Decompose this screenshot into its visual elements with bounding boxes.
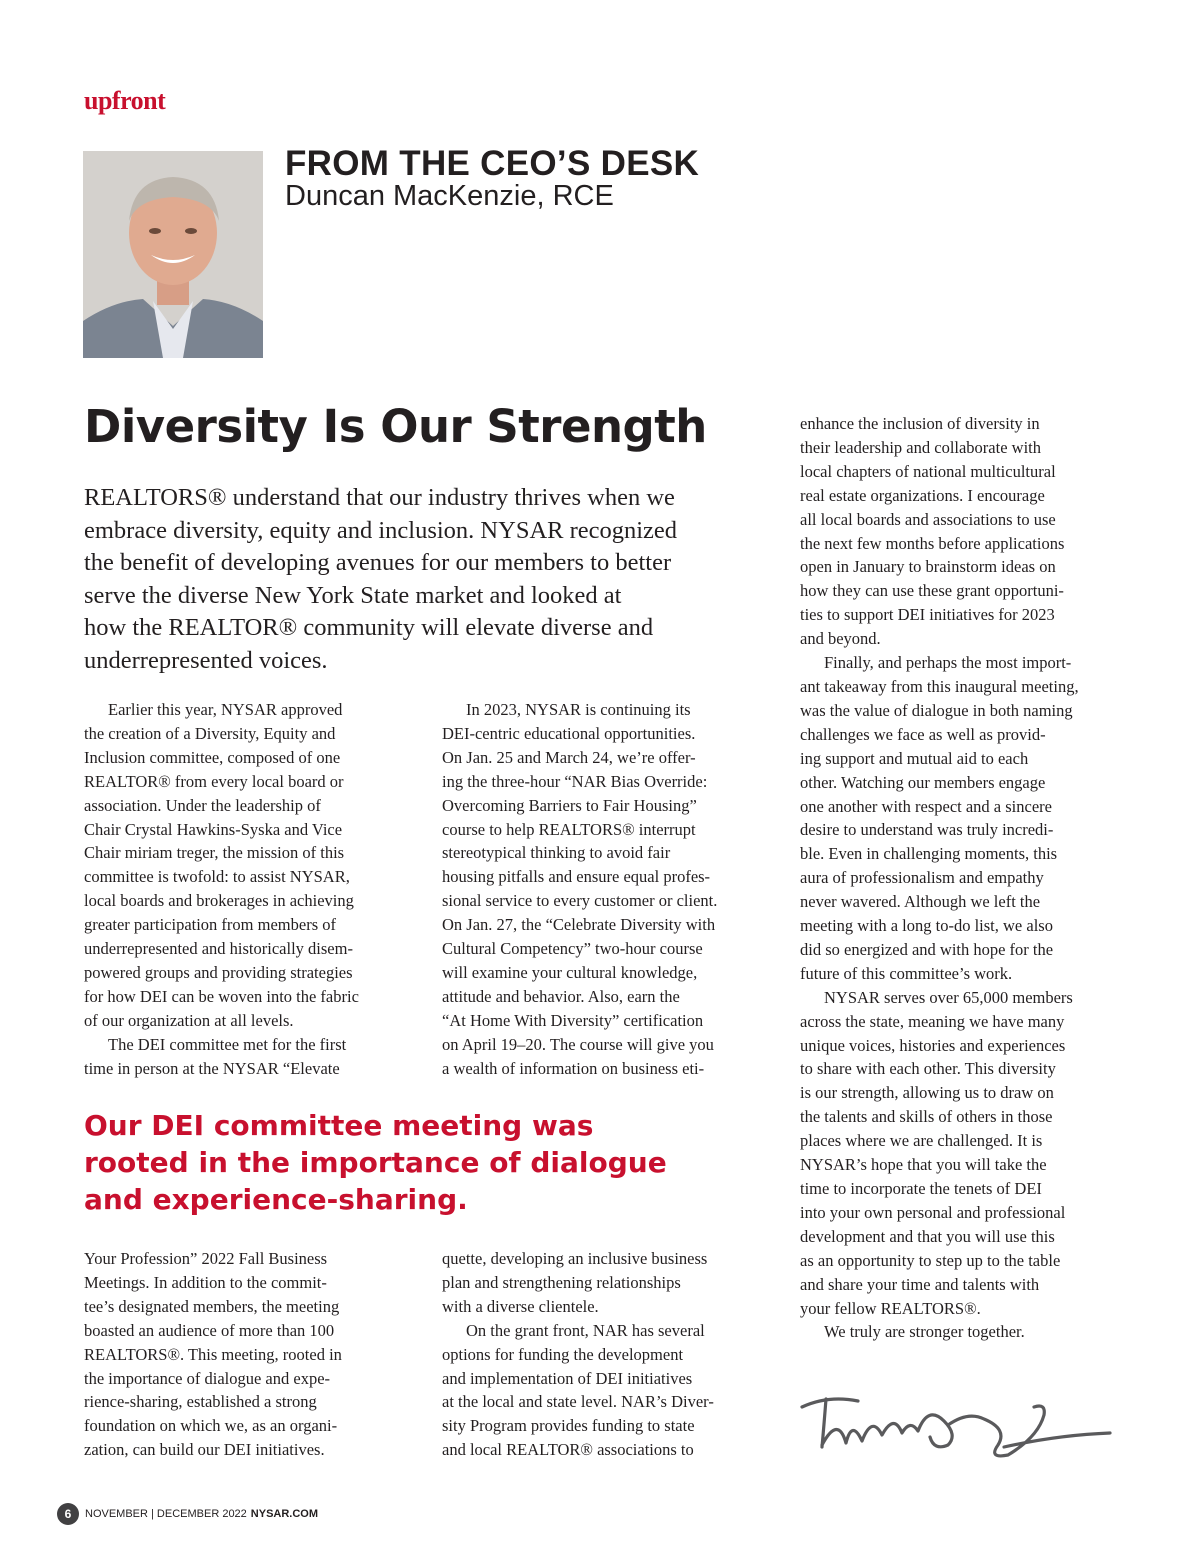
handwritten-signature <box>798 1385 1118 1475</box>
body-line: desire to understand was truly incredi- <box>800 820 1054 840</box>
body-line: and local REALTOR® associations to <box>442 1440 694 1460</box>
body-line: course to help REALTORS® interrupt <box>442 819 696 839</box>
body-line: all local boards and associations to use <box>800 509 1056 529</box>
body-line: with a diverse clientele. <box>442 1296 599 1316</box>
body-line: local boards and brokerages in achieving <box>84 891 354 911</box>
body-line: Meetings. In addition to the commit- <box>84 1272 327 1292</box>
body-line: greater participation from members of <box>84 915 336 935</box>
body-line: challenges we face as well as provid- <box>800 724 1046 744</box>
body-line: attitude and behavior. Also, earn the <box>442 986 680 1006</box>
body-line: On the grant front, NAR has several <box>466 1320 705 1340</box>
body-line: The DEI committee met for the first <box>108 1034 347 1054</box>
body-line: other. Watching our members engage <box>800 772 1046 792</box>
body-line: unique voices, histories and experiences <box>800 1035 1066 1055</box>
body-line: Overcoming Barriers to Fair Housing” <box>442 795 697 815</box>
body-line: never wavered. Although we left the <box>800 892 1041 912</box>
body-line: In 2023, NYSAR is continuing its <box>466 700 691 719</box>
ceo-portrait <box>83 151 263 358</box>
body-line: and beyond. <box>800 629 881 649</box>
pull-quote-line: rooted in the importance of dialogue <box>84 1146 667 1179</box>
body-line: at the local and state level. NAR’s Diver- <box>442 1392 714 1412</box>
body-line: time to incorporate the tenets of DEI <box>800 1179 1042 1198</box>
body-line: the importance of dialogue and expe- <box>84 1368 331 1388</box>
body-line: on April 19–20. The course will give you <box>442 1034 714 1054</box>
body-line: of our organization at all levels. <box>84 1010 294 1030</box>
body-line: into your own personal and professional <box>800 1202 1066 1222</box>
column-3 <box>800 412 1079 1344</box>
body-line: future of this committee’s work. <box>800 963 1013 983</box>
body-line: how they can use these grant opportuni- <box>800 581 1064 601</box>
body-line: tee’s designated members, the meeting <box>84 1296 340 1316</box>
body-line: the creation of a Diversity, Equity and <box>84 723 336 743</box>
body-line: Earlier this year, NYSAR approved <box>108 700 343 719</box>
lede-line: how the REALTOR® community will elevate diverse and <box>84 614 654 641</box>
body-line: We truly are stronger together. <box>824 1322 1025 1342</box>
body-line: your fellow REALTORS®. <box>800 1298 981 1318</box>
ceo-name: Duncan MacKenzie, RCE <box>285 180 614 212</box>
body-line: and implementation of DEI initiatives <box>442 1368 693 1388</box>
body-line: as an opportunity to step up to the table <box>800 1250 1061 1270</box>
lede-line: REALTORS® understand that our industry thrives when we <box>84 484 675 511</box>
body-line: the next few months before applications <box>800 533 1065 553</box>
body-line: stereotypical thinking to avoid fair <box>442 843 671 863</box>
lede-line: the benefit of developing avenues for our members to better <box>84 549 672 576</box>
page-footer <box>57 1503 318 1525</box>
body-line: Finally, and perhaps the most import- <box>824 653 1072 673</box>
body-line: for how DEI can be woven into the fabric <box>84 986 359 1006</box>
body-line: to share with each other. This diversity <box>800 1059 1056 1079</box>
body-line: On Jan. 27, the “Celebrate Diversity with <box>442 915 716 935</box>
body-line: ant takeaway from this inaugural meeting, <box>800 676 1079 696</box>
body-line: across the state, meaning we have many <box>800 1011 1065 1031</box>
page-number-badge: 6 <box>57 1503 79 1525</box>
pull-quote-line: Our DEI committee meeting was <box>84 1109 594 1142</box>
lede-line: embrace diversity, equity and inclusion. NYSAR recognized <box>84 516 678 544</box>
body-line: zation, can build our DEI initiatives. <box>84 1440 325 1460</box>
body-line: quette, developing an inclusive business <box>442 1249 708 1268</box>
article-lede <box>84 482 744 677</box>
body-line: development and that you will use this <box>800 1226 1055 1246</box>
body-line: the talents and skills of others in those <box>800 1107 1053 1127</box>
body-line: Your Profession” 2022 Fall Business <box>84 1249 328 1268</box>
body-line: plan and strengthening relationships <box>442 1272 681 1292</box>
body-line: sional service to every customer or client. <box>442 891 718 911</box>
column-2-bottom <box>442 1247 714 1462</box>
body-line: was the value of dialogue in both naming <box>800 700 1073 720</box>
signature-stroke <box>798 1385 1118 1475</box>
body-line: association. Under the leadership of <box>84 795 321 815</box>
body-line: local chapters of national multicultural <box>800 461 1056 481</box>
body-line: real estate organizations. I encourage <box>800 485 1045 505</box>
body-line: a wealth of information on business eti- <box>442 1058 705 1078</box>
body-line: Inclusion committee, composed of one <box>84 747 341 767</box>
column-1-bottom <box>84 1247 342 1462</box>
body-line: On Jan. 25 and March 24, we’re offer- <box>442 747 696 767</box>
body-line: meeting with a long to-do list, we also <box>800 916 1053 936</box>
body-line: open in January to brainstorm ideas on <box>800 557 1056 577</box>
ceo-desk-title: FROM THE CEO’S DESK <box>285 144 700 183</box>
body-line: “At Home With Diversity” certification <box>442 1010 704 1030</box>
body-line: committee is twofold: to assist NYSAR, <box>84 867 350 887</box>
body-line: boasted an audience of more than 100 <box>84 1320 335 1340</box>
body-line: enhance the inclusion of diversity in <box>800 414 1040 433</box>
body-line: time in person at the NYSAR “Elevate <box>84 1058 340 1078</box>
body-line: will examine your cultural knowledge, <box>442 962 698 982</box>
body-line: Cultural Competency” two-hour course <box>442 939 703 959</box>
issue-date: NOVEMBER | DECEMBER 2022 <box>85 1508 247 1520</box>
body-line: housing pitfalls and ensure equal profes- <box>442 867 711 887</box>
body-line: aura of professionalism and empathy <box>800 868 1044 888</box>
body-line: NYSAR’s hope that you will take the <box>800 1155 1047 1175</box>
body-line: sity Program provides funding to state <box>442 1416 695 1436</box>
body-line: NYSAR serves over 65,000 members <box>824 987 1073 1007</box>
body-line: ble. Even in challenging moments, this <box>800 844 1058 864</box>
body-line: REALTOR® from every local board or <box>84 771 344 791</box>
body-line: ing the three-hour “NAR Bias Override: <box>442 771 708 791</box>
body-line: powered groups and providing strategies <box>84 962 353 982</box>
body-line: rience-sharing, established a strong <box>84 1392 317 1412</box>
body-line: ing support and mutual aid to each <box>800 748 1029 768</box>
body-line: their leadership and collaborate with <box>800 437 1041 457</box>
article-headline: Diversity Is Our Strength <box>84 400 707 453</box>
pull-quote <box>84 1107 724 1218</box>
body-line: one another with respect and a sincere <box>800 796 1052 816</box>
body-line: places where we are challenged. It is <box>800 1131 1043 1151</box>
body-line: foundation on which we, as an organi- <box>84 1416 338 1436</box>
body-line: options for funding the development <box>442 1344 684 1364</box>
body-line: is our strength, allowing us to draw on <box>800 1083 1054 1103</box>
body-line: underrepresented and historically disem- <box>84 939 353 959</box>
lede-line: underrepresented voices. <box>84 646 328 674</box>
body-line: Chair Crystal Hawkins-Syska and Vice <box>84 819 343 839</box>
body-line: did so energized and with hope for the <box>800 939 1054 959</box>
portrait-illustration <box>83 151 263 358</box>
site-link[interactable]: NYSAR.COM <box>250 1508 319 1520</box>
body-line: DEI-centric educational opportunities. <box>442 723 696 743</box>
column-2-top <box>442 698 717 1081</box>
body-line: and share your time and talents with <box>800 1274 1040 1294</box>
lede-line: serve the diverse New York State market and looked at <box>84 581 622 609</box>
body-line: ties to support DEI initiatives for 2023 <box>800 605 1055 625</box>
section-tag: upfront <box>84 86 166 115</box>
body-line: REALTORS®. This meeting, rooted in <box>84 1344 342 1364</box>
column-1-top <box>84 698 359 1081</box>
pull-quote-line: and experience-sharing. <box>84 1183 468 1216</box>
body-line: Chair miriam treger, the mission of this <box>84 843 345 863</box>
